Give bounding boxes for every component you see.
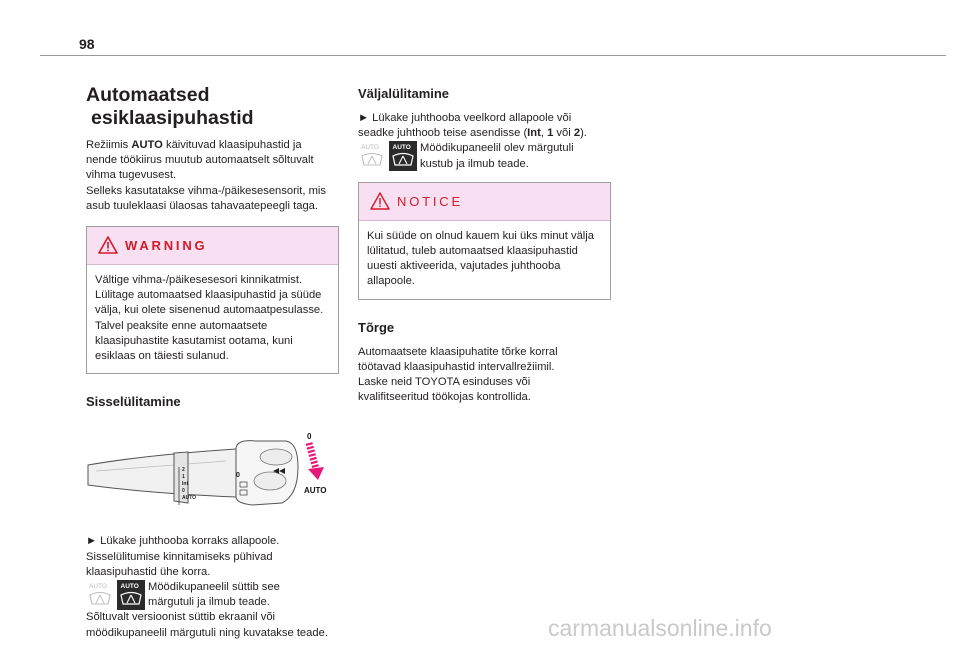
svg-text:AUTO: AUTO xyxy=(120,583,139,591)
activation-icon-text xyxy=(148,580,280,610)
fault-line: kvalifitseeritud töökojas kontrollida. xyxy=(358,391,531,404)
notice-body xyxy=(359,221,610,299)
wiper-stalk-illustration xyxy=(86,427,339,519)
fault-line: Automaatsete klaasipuhatite tõrke korral xyxy=(358,345,558,358)
stalk-mark: AUTO xyxy=(182,495,197,502)
fault-line: töötavad klaasipuhastid intervallrežiimil. xyxy=(358,360,555,373)
icon-text-line: Möödikupaneelil süttib see xyxy=(148,581,280,594)
header-divider xyxy=(40,55,946,56)
notice-header xyxy=(359,183,610,221)
warning-line: Lülitage automaatsed klaasipuhastid ja süüde xyxy=(95,289,322,302)
left-column xyxy=(86,84,346,641)
stalk-mark: Int xyxy=(182,481,189,488)
notice-line: Kui süüde on olnud kauem kui üks minut välja xyxy=(367,229,594,242)
warning-body xyxy=(87,265,338,373)
warning-title: WARNING xyxy=(125,238,208,254)
right-column xyxy=(358,84,618,405)
notice-triangle-icon xyxy=(370,192,390,210)
stalk-mark: 0 xyxy=(182,488,185,495)
fault-heading: Tõrge xyxy=(358,319,395,335)
step-line: ► Lükake juhthooba korraks allapoole. xyxy=(86,535,280,548)
deactivation-steps xyxy=(358,111,618,141)
warning-triangle-icon xyxy=(98,236,118,254)
auto-wiper-ghost-icon xyxy=(358,141,386,171)
intro-line-4: Selleks kasutatakse vihma-/päikesesensorit, mis xyxy=(86,184,327,197)
activation-heading: Sisselülitamine xyxy=(86,394,181,410)
section-title xyxy=(86,84,346,130)
page-number: 98 xyxy=(79,36,95,52)
site-watermark: carmanualsonline.info xyxy=(548,615,772,641)
fault-line: Laske neid TOYOTA esinduses või xyxy=(358,376,531,389)
auto-wiper-ghost-icon xyxy=(86,580,114,610)
svg-text:AUTO: AUTO xyxy=(392,144,411,152)
svg-text:AUTO: AUTO xyxy=(89,583,107,591)
notice-box xyxy=(358,182,611,300)
intro-line-3: vihma tugevusest. xyxy=(86,169,177,182)
notice-line: lülitatud, tuleb automaatsed klaasipuhastid xyxy=(367,245,578,258)
intro-line-2: nende töökiirus muutub automaatselt sõltuvalt xyxy=(86,154,314,167)
icon-text-line: Möödikupaneelil olev märgutuli xyxy=(420,142,574,155)
warning-line: Talvel peaksite enne automaatsete xyxy=(95,319,268,332)
auto-wiper-lit-icon xyxy=(389,141,417,171)
illustration-zero-label: 0 xyxy=(307,432,312,442)
svg-text:AUTO: AUTO xyxy=(361,144,379,152)
outro-line: möödikupaneelil märgutuli ning kuvatakse teade. xyxy=(86,626,328,639)
intro-line-1: Režiimis AUTO käivituvad klaasipuhastid ja xyxy=(86,139,302,151)
icon-text-line: kustub ja ilmub teade. xyxy=(420,157,529,170)
warning-header xyxy=(87,227,338,265)
warning-line: esiklaas on täiesti sulanud. xyxy=(95,350,229,363)
notice-title: NOTICE xyxy=(397,193,463,209)
stalk-mark: 2 xyxy=(182,467,185,474)
notice-line: allapoole. xyxy=(367,275,415,288)
fault-paragraph xyxy=(358,345,618,406)
activation-steps xyxy=(86,534,346,580)
notice-line: uuesti aktiveerida, vajutades juhthooba xyxy=(367,260,561,273)
warning-line: välja, kui olete sisenenud automaatpesulasse. xyxy=(95,304,324,317)
intro-paragraph xyxy=(86,138,346,214)
svg-text:0: 0 xyxy=(236,472,240,480)
activation-outro xyxy=(86,610,346,640)
illustration-auto-label: AUTO xyxy=(304,486,327,496)
title-line-1: Automaatsed xyxy=(86,84,210,106)
outro-line: Sõltuvalt versioonist süttib ekraanil või xyxy=(86,611,276,624)
activation-icon-row xyxy=(86,580,346,610)
step-line: seadke juhthoob teise asendisse (Int, 1 või 2). xyxy=(358,127,587,140)
icon-text-line: märgutuli ja ilmub teade. xyxy=(148,596,270,609)
deactivation-icon-text xyxy=(420,141,574,171)
title-line-2: esiklaasipuhastid xyxy=(91,107,254,129)
warning-line: Vältige vihma-/päikesesesori kinnikatmist. xyxy=(95,274,303,287)
step-line: klaasipuhastid ühe korra. xyxy=(86,565,211,578)
auto-wiper-lit-icon xyxy=(117,580,145,610)
deactivation-heading: Väljalülitamine xyxy=(358,86,450,101)
step-line: Sisselülitumise kinnitamiseks pühivad xyxy=(86,550,273,563)
warning-line: klaasipuhastite kasutamist ootama, kuni xyxy=(95,334,293,347)
warning-box xyxy=(86,226,339,374)
deactivation-icon-row xyxy=(358,141,618,171)
intro-line-5: asub tuuleklaasi ülaosas tahavaatepeegli taga. xyxy=(86,199,318,212)
stalk-mark: 1 xyxy=(182,474,185,481)
step-line: ► Lükake juhthooba veelkord allapoole või xyxy=(358,112,572,124)
